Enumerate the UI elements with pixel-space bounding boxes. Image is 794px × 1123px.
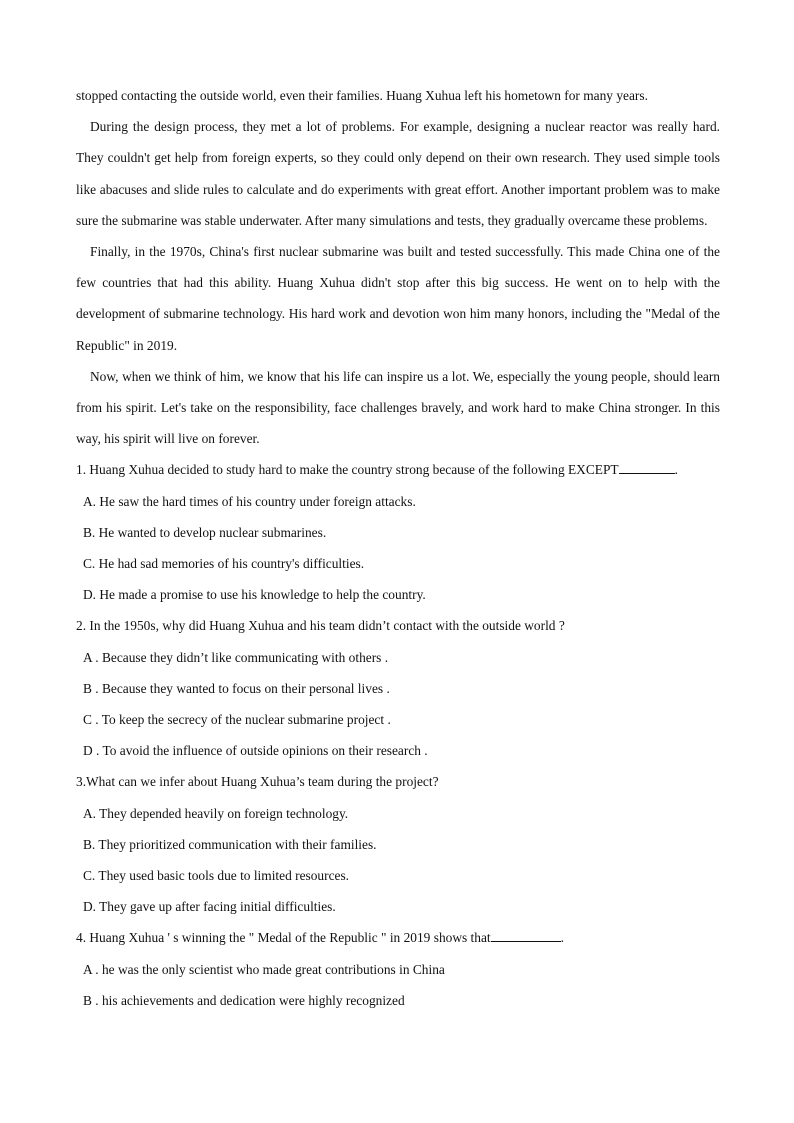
- question-stem: [76, 454, 720, 485]
- question-3: [76, 766, 720, 922]
- option-a: A . Because they didn’t like communicating with others .: [83, 649, 389, 665]
- option-b: B . Because they wanted to focus on their personal lives .: [83, 680, 390, 696]
- option-d: D . To avoid the influence of outside opinions on their research .: [83, 743, 428, 759]
- question-4: [76, 922, 720, 1016]
- option-c: C. He had sad memories of his country's difficulties.: [83, 556, 365, 572]
- option-a: A. He saw the hard times of his country under foreign attacks.: [83, 493, 416, 509]
- option-c: C. They used basic tools due to limited resources.: [83, 868, 350, 884]
- option-a: A . he was the only scientist who made great contributions in China: [83, 961, 445, 977]
- question-stem: [76, 922, 720, 953]
- option-c: C . To keep the secrecy of the nuclear submarine project .: [83, 712, 391, 728]
- question-stem: 2. In the 1950s, why did Huang Xuhua and his team didn’t contact with the outside world ?: [76, 618, 565, 634]
- option-d: D. They gave up after facing initial difficulties.: [83, 899, 336, 915]
- passage-paragraph-inspiration: Now, when we think of him, we know that his life can inspire us a lot. We, especially the young people, should learn from his spirit. Let's take on the responsibility, face challenges bravely, and work hard to make China stronger. In this way, his spirit will live on forever.: [76, 368, 720, 447]
- answer-blank[interactable]: [491, 927, 561, 942]
- option-a: A. They depended heavily on foreign technology.: [83, 805, 349, 821]
- answer-blank[interactable]: [619, 459, 675, 474]
- question-stem-text: 1. Huang Xuhua decided to study hard to make the country strong because of the following EXCEPT: [76, 462, 619, 478]
- option-d: D. He made a promise to use his knowledge to help the country.: [83, 587, 426, 603]
- option-b: B . his achievements and dedication were highly recognized: [83, 992, 405, 1008]
- document-page: [76, 80, 720, 1016]
- question-stem-end: .: [560, 930, 564, 946]
- question-stem-end: .: [674, 462, 678, 478]
- question-stem-text: 4. Huang Xuhua ' s winning the " Medal of the Republic " in 2019 shows that: [76, 930, 491, 946]
- passage-paragraph-continued: stopped contacting the outside world, even their families. Huang Xuhua left his hometown for many years.: [76, 88, 648, 103]
- passage-paragraph-success: Finally, in the 1970s, China's first nuclear submarine was built and tested successfully. This made China one of the few countries that had this ability. Huang Xuhua didn't stop after this big success. He went on to help with the development of submarine technology. His hard work and devotion won him many honors, including the "Medal of the Republic" in 2019.: [76, 244, 720, 353]
- question-1: [76, 454, 720, 610]
- question-stem: 3.What can we infer about Huang Xuhua’s team during the project?: [76, 774, 439, 790]
- option-b: B. They prioritized communication with their families.: [83, 836, 377, 852]
- question-2: [76, 610, 720, 766]
- option-b: B. He wanted to develop nuclear submarines.: [83, 524, 327, 540]
- passage-paragraph-design-process: During the design process, they met a lot of problems. For example, designing a nuclear reactor was really hard. They couldn't get help from foreign experts, so they could only depend on their own research. They used simple tools like abacuses and slide rules to calculate and do experiments with great effort. Another important problem was to make sure the submarine was stable underwater. After many simulations and tests, they gradually overcame these problems.: [76, 119, 720, 228]
